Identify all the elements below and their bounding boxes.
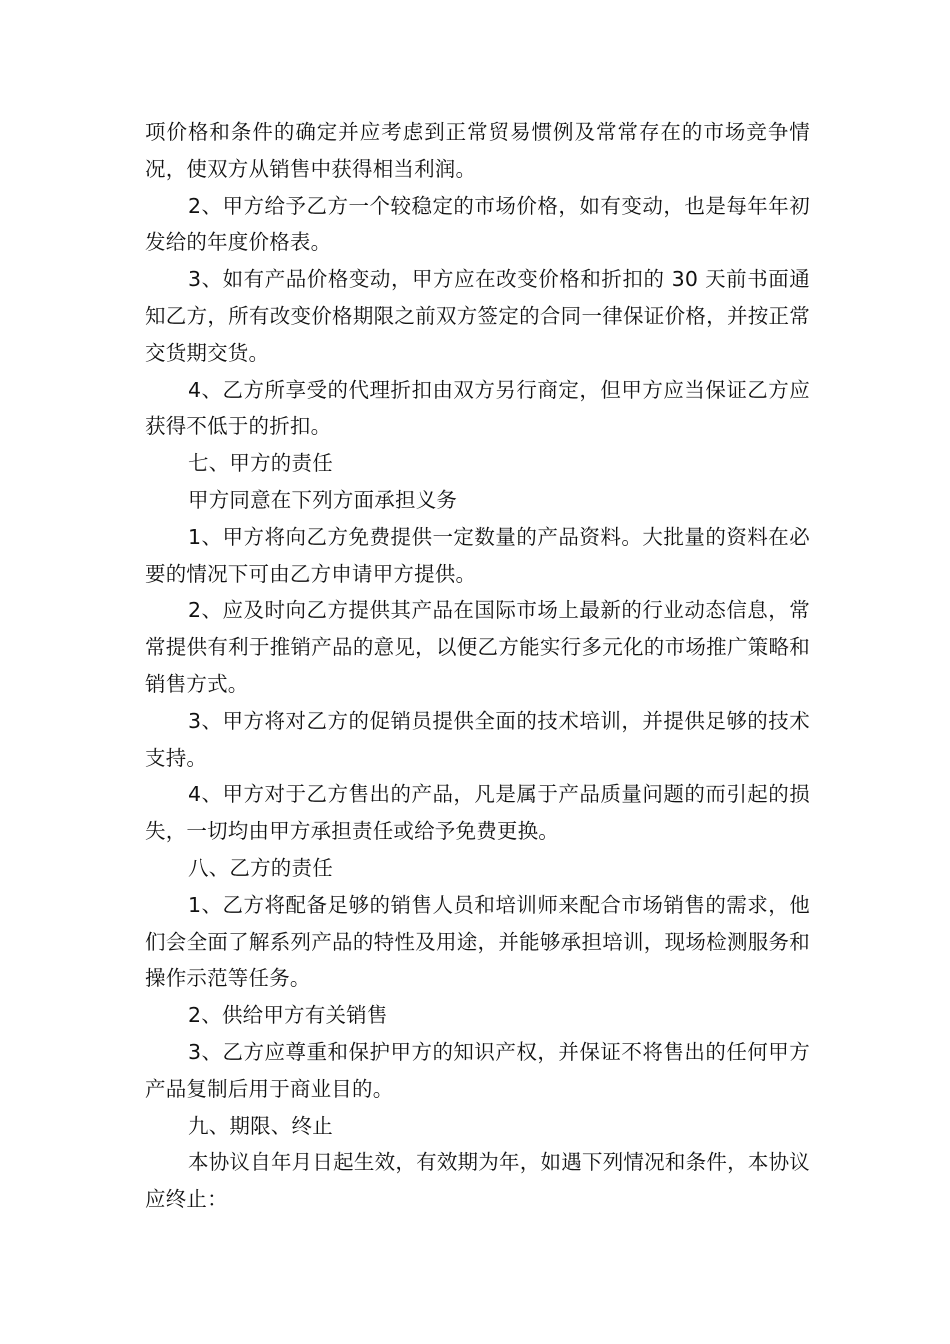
paragraph-party-a-intro: 甲方同意在下列方面承担义务	[188, 487, 458, 512]
section-heading-party-a-duties: 七、甲方的责任	[188, 451, 333, 476]
paragraph-term-intro: 本协议自年月日起生效，有效期为年，如遇下列情况和条件，本协议应终止：	[145, 1150, 810, 1212]
paragraph-party-a-item-4: 4、甲方对于乙方售出的产品，凡是属于产品质量问题的而引起的损失，一切均由甲方承担责任或给予免费更换。	[145, 782, 810, 844]
paragraph-price-item-4: 4、乙方所享受的代理折扣由双方另行商定，但甲方应当保证乙方应获得不低于的折扣。	[145, 377, 810, 439]
paragraph-price-item-2: 2、甲方给予乙方一个较稳定的市场价格，如有变动，也是每年年初发给的年度价格表。	[145, 193, 810, 255]
paragraph-party-a-item-1: 1、甲方将向乙方免费提供一定数量的产品资料。大批量的资料在必要的情况下可由乙方申请甲方提供。	[145, 524, 810, 586]
paragraph-party-b-item-3: 3、乙方应尊重和保护甲方的知识产权，并保证不将售出的任何甲方产品复制后用于商业目的。	[145, 1039, 810, 1101]
paragraph-price-item-3: 3、如有产品价格变动，甲方应在改变价格和折扣的 30 天前书面通知乙方，所有改变价格期限之前双方签定的合同一律保证价格，并按正常交货期交货。	[145, 267, 810, 365]
section-heading-term-termination: 九、期限、终止	[188, 1113, 333, 1138]
paragraph-party-a-item-2: 2、应及时向乙方提供其产品在国际市场上最新的行业动态信息，常常提供有利于推销产品的意见，以便乙方能实行多元化的市场推广策略和销售方式。	[145, 598, 810, 696]
document-body	[145, 114, 810, 1218]
paragraph-party-b-item-1: 1、乙方将配备足够的销售人员和培训师来配合市场销售的需求，他们会全面了解系列产品的特性及用途，并能够承担培训，现场检测服务和操作示范等任务。	[145, 892, 810, 991]
paragraph-continuation: 项价格和条件的确定并应考虑到正常贸易惯例及常常存在的市场竞争情况，使双方从销售中获得相当利润。	[145, 120, 810, 181]
paragraph-party-a-item-3: 3、甲方将对乙方的促销员提供全面的技术培训，并提供足够的技术支持。	[145, 708, 810, 770]
paragraph-party-b-item-2: 2、供给甲方有关销售	[188, 1003, 388, 1028]
section-heading-party-b-duties: 八、乙方的责任	[188, 855, 333, 880]
